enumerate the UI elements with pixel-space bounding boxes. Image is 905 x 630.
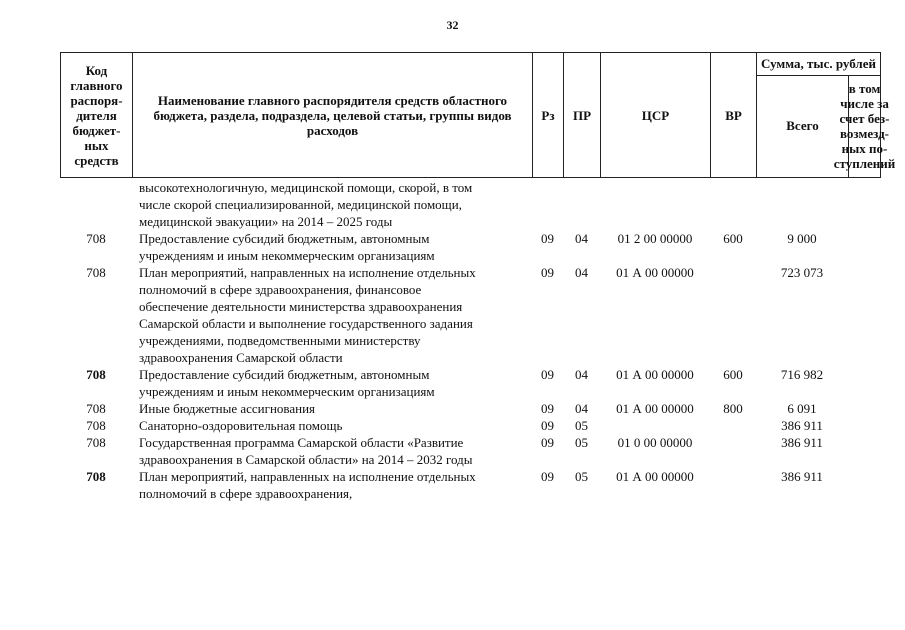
table-row	[60, 264, 881, 366]
cell-rz: 09	[541, 418, 554, 433]
cell-code: 708	[86, 265, 106, 280]
cell-name: Предоставление субсидий бюджетным, автономным учреждениям и иным некоммерческим организациям	[139, 367, 435, 399]
table-row	[60, 179, 881, 230]
cell-total: 386 911	[781, 418, 823, 433]
header-pr: ПР	[564, 53, 601, 177]
cell-total: 9 000	[787, 231, 817, 246]
cell-csr: 01 А 00 00000	[616, 401, 694, 416]
cell-total: 6 091	[787, 401, 817, 416]
table-row	[60, 434, 881, 468]
cell-code: 708	[86, 418, 106, 433]
cell-name: Предоставление субсидий бюджетным, автономным учреждениям и иным некоммерческим организациям	[139, 231, 435, 263]
table-header	[60, 52, 896, 178]
cell-rz: 09	[541, 367, 554, 382]
header-name: Наименование главного распорядителя средств областного бюджета, раздела, подраздела, целевой статьи, группы видов расходов	[133, 53, 533, 177]
header-csr: ЦСР	[601, 53, 711, 177]
table-body	[60, 179, 881, 502]
table-row	[60, 400, 881, 417]
cell-name: Иные бюджетные ассигнования	[139, 401, 316, 416]
header-vr: ВР	[711, 53, 757, 177]
header-sum: Сумма, тыс. рублей	[757, 53, 880, 76]
cell-code: 708	[86, 367, 106, 382]
cell-code: 708	[86, 435, 106, 450]
cell-name: План мероприятий, направленных на исполнение отдельных полномочий в сфере здравоохранения,	[139, 469, 476, 501]
header-total: Всего	[757, 75, 849, 177]
cell-rz: 09	[541, 231, 554, 246]
cell-pr: 04	[575, 231, 588, 246]
header-rz: Рз	[533, 53, 564, 177]
table-row	[60, 468, 881, 502]
cell-pr: 05	[575, 418, 588, 433]
cell-vr: 600	[723, 367, 743, 382]
cell-pr: 04	[575, 367, 588, 382]
cell-pr: 05	[575, 435, 588, 450]
cell-name: Государственная программа Самарской области «Развитие здравоохранения в Самарской области» на 2014 – 2032 годы	[139, 435, 473, 467]
header-code: Код главного распоря- дителя бюджет- ных средств	[61, 53, 133, 177]
cell-csr: 01 2 00 00000	[617, 231, 693, 246]
cell-rz: 09	[541, 469, 554, 484]
cell-code: 708	[86, 469, 106, 484]
cell-total: 386 911	[781, 469, 823, 484]
cell-vr: 600	[723, 231, 743, 246]
cell-vr: 800	[723, 401, 743, 416]
cell-csr: 01 А 00 00000	[616, 265, 694, 280]
page-number: 32	[446, 18, 459, 32]
cell-total: 723 073	[780, 265, 824, 280]
cell-csr: 01 0 00 00000	[617, 435, 693, 450]
header-incl: в том числе за счет без- возмезд- ных по- ступлений	[833, 81, 896, 171]
cell-code: 708	[86, 401, 106, 416]
cell-name: высокотехнологичную, медицинской помощи, скорой, в том числе скорой специализированной, медицинской помощи, медицинской эвакуации» на 2014 – 2025 годы	[139, 180, 473, 229]
cell-pr: 05	[575, 469, 588, 484]
table-row	[60, 417, 881, 434]
cell-code: 708	[86, 231, 106, 246]
cell-total: 716 982	[780, 367, 824, 382]
cell-name: План мероприятий, направленных на исполнение отдельных полномочий в сфере здравоохранения, финансовое обеспечение деятельности министерства здравоохранения Самарской области и выполнение государственного задания учреждениями, подведомственными министерству здравоохранения Самарской области	[139, 265, 476, 365]
table-row	[60, 366, 881, 400]
cell-total: 386 911	[781, 435, 823, 450]
cell-csr: 01 А 00 00000	[616, 367, 694, 382]
cell-rz: 09	[541, 401, 554, 416]
cell-csr: 01 А 00 00000	[616, 469, 694, 484]
cell-name: Санаторно-оздоровительная помощь	[139, 418, 343, 433]
cell-rz: 09	[541, 435, 554, 450]
cell-pr: 04	[575, 265, 588, 280]
cell-rz: 09	[541, 265, 554, 280]
cell-pr: 04	[575, 401, 588, 416]
table-row	[60, 230, 881, 264]
